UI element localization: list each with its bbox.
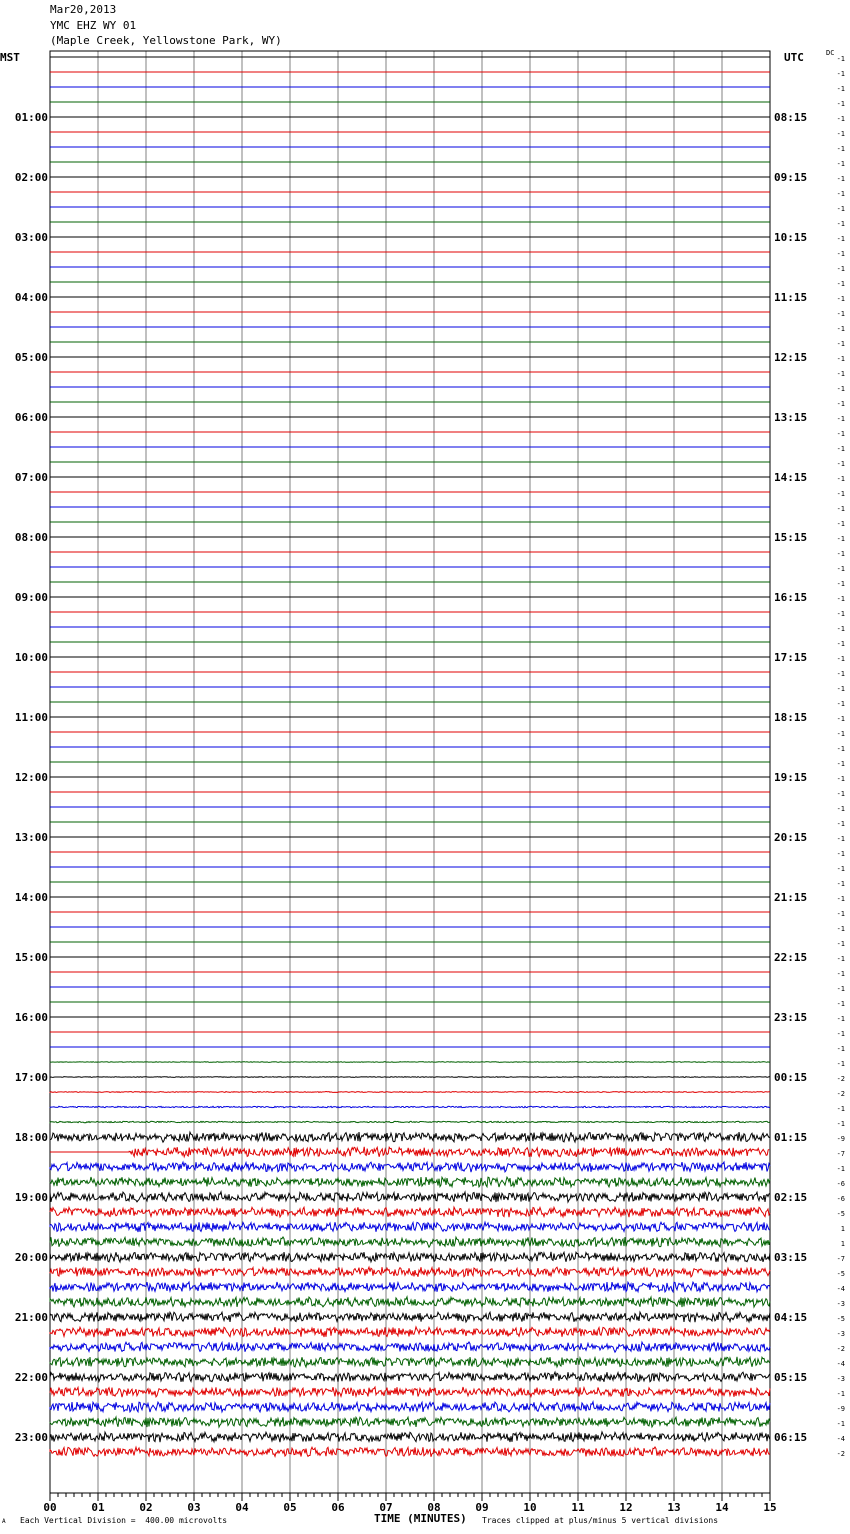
left-hour-label: 19:00 <box>14 1191 48 1204</box>
dc-offset-label: -1 <box>836 460 845 468</box>
dc-offset-label: -1 <box>836 745 845 753</box>
dc-offset-label: -1 <box>836 220 845 228</box>
dc-label: DC <box>826 49 835 57</box>
location-label: (Maple Creek, Yellowstone Park, WY) <box>50 34 282 47</box>
left-hour-label: 17:00 <box>14 1071 48 1084</box>
dc-offset-label: -1 <box>836 925 845 933</box>
left-hour-label: 09:00 <box>14 591 48 604</box>
trace-row <box>50 1192 770 1202</box>
dc-offset-label: -5 <box>836 1210 845 1218</box>
dc-offset-label: -1 <box>836 190 845 198</box>
dc-offset-label: -1 <box>836 415 845 423</box>
dc-offset-label: -6 <box>836 1180 845 1188</box>
trace-row <box>50 1062 770 1063</box>
x-tick-label: 00 <box>43 1501 57 1514</box>
dc-offset-label: -1 <box>836 280 845 288</box>
dc-offset-label: -1 <box>836 1420 845 1428</box>
trace-row <box>50 1132 770 1142</box>
x-tick-label: 09 <box>475 1501 489 1514</box>
dc-offset-label: -2 <box>836 1090 845 1098</box>
left-hour-label: 16:00 <box>14 1011 48 1024</box>
x-axis <box>43 1493 776 1514</box>
dc-offset-label: -1 <box>836 640 845 648</box>
dc-offset-label: -9 <box>836 1135 845 1143</box>
left-hour-label: 10:00 <box>14 651 48 664</box>
dc-offset-label: 1 <box>840 1225 845 1233</box>
x-tick-label: 06 <box>331 1501 345 1514</box>
trace-row <box>50 1121 770 1122</box>
dc-offset-label: -1 <box>836 580 845 588</box>
date-label: Mar20,2013 <box>50 3 117 16</box>
x-tick-label: 11 <box>571 1501 585 1514</box>
dc-offset-label: -4 <box>836 1285 845 1293</box>
right-hour-label: 19:15 <box>774 771 808 784</box>
dc-offset-label: -1 <box>836 655 845 663</box>
right-hour-label: 21:15 <box>774 891 808 904</box>
right-hour-label: 04:15 <box>774 1311 808 1324</box>
dc-offset-label: -1 <box>836 265 845 273</box>
right-hour-label: 02:15 <box>774 1191 808 1204</box>
left-hour-label: 05:00 <box>14 351 48 364</box>
trace-row <box>50 1357 770 1367</box>
trace-row <box>50 1252 770 1262</box>
dc-offset-label: -7 <box>836 1255 845 1263</box>
dc-offset-label: -7 <box>836 1150 845 1158</box>
trace-row <box>50 1237 770 1247</box>
left-hour-label: 18:00 <box>14 1131 48 1144</box>
dc-offset-label: 1 <box>840 1240 845 1248</box>
right-hour-label: 20:15 <box>774 831 808 844</box>
dc-offset-label: -9 <box>836 1405 845 1413</box>
dc-offset-label: -1 <box>836 385 845 393</box>
trace-row <box>50 1177 770 1187</box>
x-tick-label: 01 <box>91 1501 105 1514</box>
dc-offset-label: -1 <box>836 625 845 633</box>
left-hour-label: 08:00 <box>14 531 48 544</box>
dc-offset-label: -1 <box>836 835 845 843</box>
trace-row <box>50 1106 770 1107</box>
dc-offset-label: -4 <box>836 1435 845 1443</box>
dc-offset-label: -1 <box>836 310 845 318</box>
dc-offset-label: -1 <box>836 1105 845 1113</box>
x-tick-label: 04 <box>235 1501 249 1514</box>
scale-note: Each Vertical Division = 400.00 microvolts <box>20 1516 228 1525</box>
trace-row <box>50 1207 770 1217</box>
dc-offset-label: -2 <box>836 1450 845 1458</box>
corner-mark: A <box>2 1518 6 1525</box>
x-tick-label: 03 <box>187 1501 201 1514</box>
left-hour-label: 03:00 <box>14 231 48 244</box>
trace-row <box>50 1077 770 1078</box>
dc-offset-label: -1 <box>836 175 845 183</box>
dc-offset-label: -1 <box>836 535 845 543</box>
trace-row <box>50 1312 770 1322</box>
dc-offset-label: -1 <box>836 145 845 153</box>
left-hour-label: 04:00 <box>14 291 48 304</box>
clip-note: Traces clipped at plus/minus 5 vertical divisions <box>482 1516 719 1525</box>
dc-offset-label: -1 <box>836 790 845 798</box>
dc-offset-label: -1 <box>836 1390 845 1398</box>
dc-offset-label: -1 <box>836 70 845 78</box>
left-hour-label: 15:00 <box>14 951 48 964</box>
dc-offset-label: -1 <box>836 550 845 558</box>
dc-offset-label: -1 <box>836 85 845 93</box>
dc-offset-label: -1 <box>836 970 845 978</box>
dc-offset-label: -1 <box>836 160 845 168</box>
dc-offset-label: -1 <box>836 820 845 828</box>
dc-offset-label: -1 <box>836 775 845 783</box>
dc-offset-label: -1 <box>836 1120 845 1128</box>
dc-offset-label: -3 <box>836 1330 845 1338</box>
left-hour-label: 06:00 <box>14 411 48 424</box>
dc-offset-label: -1 <box>836 1000 845 1008</box>
x-tick-label: 02 <box>139 1501 153 1514</box>
dc-offset-label: -1 <box>836 910 845 918</box>
right-hour-label: 18:15 <box>774 711 808 724</box>
dc-offset-label: -1 <box>836 1045 845 1053</box>
trace-row <box>50 1222 770 1232</box>
left-hour-label: 02:00 <box>14 171 48 184</box>
trace-row <box>50 1387 770 1397</box>
left-hour-label: 13:00 <box>14 831 48 844</box>
right-hour-label: 14:15 <box>774 471 808 484</box>
dc-offset-label: -2 <box>836 1345 845 1353</box>
dc-offset-label: -1 <box>836 1165 845 1173</box>
station-label: YMC EHZ WY 01 <box>50 19 137 32</box>
dc-offset-label: -1 <box>836 595 845 603</box>
dc-offset-label: -1 <box>836 100 845 108</box>
dc-offset-label: -1 <box>836 805 845 813</box>
right-hour-label: 23:15 <box>774 1011 808 1024</box>
right-hour-label: 03:15 <box>774 1251 808 1264</box>
trace-row <box>50 1297 770 1307</box>
right-hour-label: 15:15 <box>774 531 808 544</box>
dc-offset-label: -1 <box>836 400 845 408</box>
dc-offset-label: -1 <box>836 730 845 738</box>
right-hour-label: 17:15 <box>774 651 808 664</box>
dc-offset-label: -1 <box>836 430 845 438</box>
dc-offset-label: -1 <box>836 55 845 63</box>
trace-row <box>50 1342 770 1352</box>
dc-offset-label: -1 <box>836 985 845 993</box>
x-tick-label: 05 <box>283 1501 297 1514</box>
dc-offset-label: -1 <box>836 865 845 873</box>
dc-offset-labels <box>837 55 845 1458</box>
right-hour-label: 10:15 <box>774 231 808 244</box>
dc-offset-label: -1 <box>836 325 845 333</box>
right-hour-label: 12:15 <box>774 351 808 364</box>
dc-offset-label: -3 <box>836 1375 845 1383</box>
trace-row <box>50 1372 770 1382</box>
trace-row <box>50 1282 770 1292</box>
dc-offset-label: -1 <box>836 115 845 123</box>
right-hour-label: 13:15 <box>774 411 808 424</box>
right-hour-label: 08:15 <box>774 111 808 124</box>
dc-offset-label: -1 <box>836 880 845 888</box>
right-hour-label: 00:15 <box>774 1071 808 1084</box>
left-hour-label: 20:00 <box>14 1251 48 1264</box>
right-hour-label: 16:15 <box>774 591 808 604</box>
trace-row <box>50 1402 770 1412</box>
dc-offset-label: -6 <box>836 1195 845 1203</box>
right-hour-label: 11:15 <box>774 291 808 304</box>
dc-offset-label: -4 <box>836 1360 845 1368</box>
x-tick-label: 15 <box>763 1501 777 1514</box>
dc-offset-label: -3 <box>836 1300 845 1308</box>
left-hour-label: 01:00 <box>14 111 48 124</box>
left-timezone-label: MST <box>0 51 20 64</box>
dc-offset-label: -1 <box>836 565 845 573</box>
dc-offset-label: -1 <box>836 250 845 258</box>
left-hour-label: 23:00 <box>14 1431 48 1444</box>
dc-offset-label: -1 <box>836 490 845 498</box>
trace-row <box>50 1162 770 1172</box>
x-axis-title: TIME (MINUTES) <box>374 1512 467 1525</box>
right-timezone-label: UTC <box>784 51 804 64</box>
dc-offset-label: -1 <box>836 670 845 678</box>
dc-offset-label: -1 <box>836 1015 845 1023</box>
trace-row <box>50 1092 770 1093</box>
dc-offset-label: -5 <box>836 1270 845 1278</box>
right-hour-label: 22:15 <box>774 951 808 964</box>
left-hour-label: 11:00 <box>14 711 48 724</box>
dc-offset-label: -1 <box>836 700 845 708</box>
x-tick-label: 10 <box>523 1501 537 1514</box>
dc-offset-label: -1 <box>836 1030 845 1038</box>
left-hour-labels <box>15 111 48 1444</box>
dc-offset-label: -1 <box>836 685 845 693</box>
left-hour-label: 21:00 <box>14 1311 48 1324</box>
dc-offset-label: -1 <box>836 505 845 513</box>
x-tick-label: 08 <box>427 1501 441 1514</box>
dc-offset-label: -1 <box>836 445 845 453</box>
right-hour-label: 05:15 <box>774 1371 808 1384</box>
dc-offset-label: -2 <box>836 1075 845 1083</box>
left-hour-label: 14:00 <box>14 891 48 904</box>
left-hour-label: 22:00 <box>14 1371 48 1384</box>
dc-offset-label: -1 <box>836 295 845 303</box>
x-tick-label: 07 <box>379 1501 393 1514</box>
dc-offset-label: -1 <box>836 235 845 243</box>
dc-offset-label: -1 <box>836 370 845 378</box>
right-hour-label: 06:15 <box>774 1431 808 1444</box>
dc-offset-label: -1 <box>836 955 845 963</box>
dc-offset-label: -1 <box>836 715 845 723</box>
right-hour-label: 01:15 <box>774 1131 808 1144</box>
dc-offset-label: -1 <box>836 475 845 483</box>
trace-row <box>50 1327 770 1337</box>
right-hour-labels <box>774 111 807 1444</box>
dc-offset-label: -1 <box>836 610 845 618</box>
trace-row <box>50 1447 770 1457</box>
dc-offset-label: -1 <box>836 850 845 858</box>
x-tick-label: 14 <box>715 1501 729 1514</box>
trace-row <box>50 1417 770 1427</box>
dc-offset-label: -1 <box>836 940 845 948</box>
dc-offset-label: -1 <box>836 340 845 348</box>
left-hour-label: 07:00 <box>14 471 48 484</box>
dc-offset-label: -5 <box>836 1315 845 1323</box>
trace-row <box>50 1267 770 1277</box>
left-hour-label: 12:00 <box>14 771 48 784</box>
x-tick-label: 13 <box>667 1501 681 1514</box>
x-tick-label: 12 <box>619 1501 633 1514</box>
trace-row <box>50 1432 770 1442</box>
dc-offset-label: -1 <box>836 1060 845 1068</box>
dc-offset-label: -1 <box>836 355 845 363</box>
right-hour-label: 09:15 <box>774 171 808 184</box>
trace-row <box>50 1147 769 1157</box>
dc-offset-label: -1 <box>836 205 845 213</box>
dc-offset-label: -1 <box>836 520 845 528</box>
dc-offset-label: -1 <box>836 130 845 138</box>
dc-offset-label: -1 <box>836 760 845 768</box>
dc-offset-label: -1 <box>836 895 845 903</box>
trace-group <box>50 57 770 1457</box>
